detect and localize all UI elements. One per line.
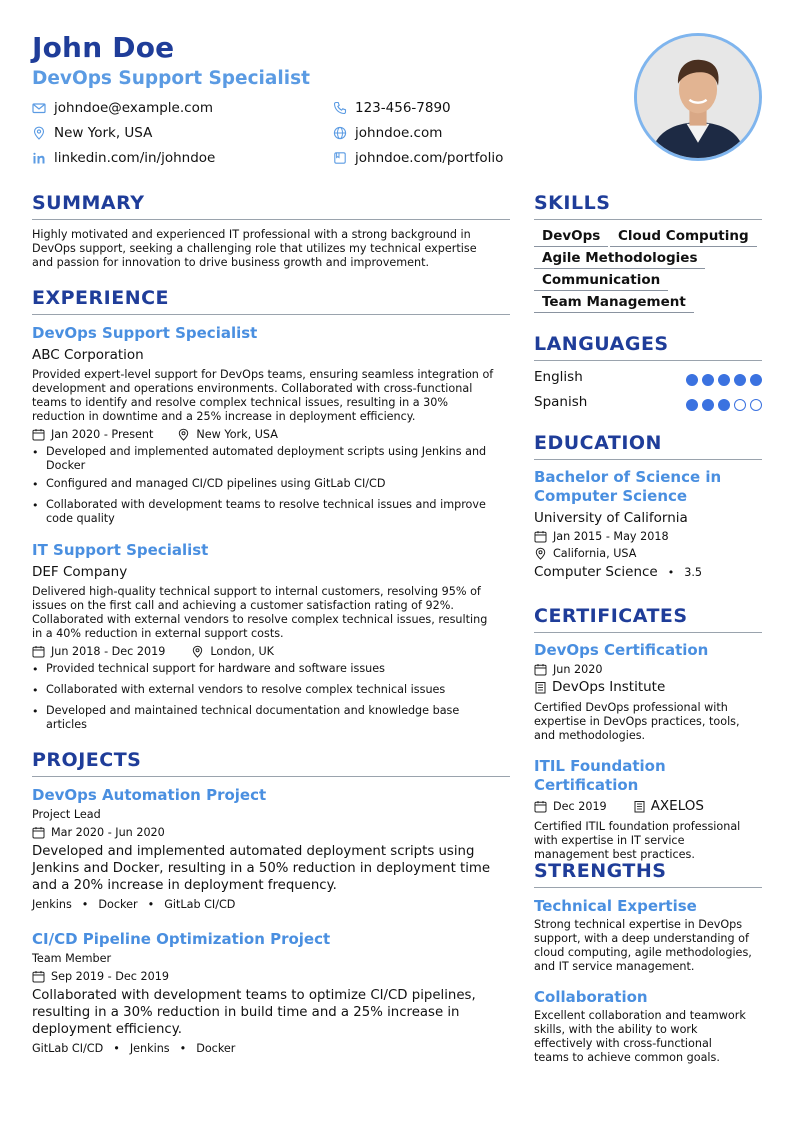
project-role: Project Lead [32, 808, 101, 821]
certificates-divider [534, 632, 762, 633]
language-level-dots [686, 399, 762, 411]
education-heading: EDUCATION [534, 432, 662, 454]
certificate-date-row [534, 663, 764, 676]
calendar-icon [534, 663, 547, 676]
profile-photo [634, 33, 762, 161]
bullet-item: • Collaborated with external vendors to resolve complex technical issues [32, 683, 446, 697]
bullet-item: • Developed and maintained technical documentation and knowledge base articles [32, 704, 460, 731]
project-title: CI/CD Pipeline Optimization Project [32, 930, 331, 948]
skill-tag: Team Management [534, 294, 694, 313]
summary-heading: SUMMARY [32, 192, 145, 214]
calendar-icon [32, 645, 45, 658]
projects-heading: PROJECTS [32, 749, 142, 771]
certificate-meta-row [534, 798, 766, 814]
summary-line: DevOps support, seeking a challenging role that utilizes my technical expertise [32, 242, 477, 255]
level-dot [686, 374, 698, 386]
education-location: California, USA [553, 547, 637, 560]
certificate-issuer-row [534, 679, 764, 695]
project-tools: Jenkins • Docker • GitLab CI/CD [32, 898, 236, 911]
level-dot [702, 374, 714, 386]
experience-divider [32, 314, 510, 315]
project-tools: GitLab CI/CD • Jenkins • Docker [32, 1042, 236, 1055]
tool-tag: Docker [196, 1042, 236, 1055]
bullet-item: • Provided technical support for hardware and software issues [32, 662, 385, 676]
building-icon [534, 681, 547, 694]
project-meta [32, 970, 512, 983]
project-entry [32, 930, 512, 1056]
location-pin-icon [32, 126, 46, 140]
strength-description: Excellent collaboration and teamwork skills, with the ability to work effectively with cross-functional teams to achieve common goals. [534, 1009, 746, 1064]
language-name: English [534, 369, 583, 385]
calendar-icon [32, 428, 45, 441]
job-meta [32, 428, 512, 441]
strength-description: Strong technical expertise in DevOps support, with a deep understanding of cloud computing, agile methodologies, and IT service management. [534, 918, 752, 973]
tool-tag: Docker [98, 898, 138, 911]
certificate-issuer: DevOps Institute [552, 679, 666, 695]
project-title: DevOps Automation Project [32, 786, 267, 804]
tool-tag: GitLab CI/CD [164, 898, 236, 911]
skill-tag: Cloud Computing [610, 228, 757, 247]
calendar-icon [534, 800, 547, 813]
calendar-icon [32, 970, 45, 983]
linkedin-icon [32, 151, 46, 165]
certificate-date: Dec 2019 [553, 799, 607, 813]
candidate-name: John Doe [32, 31, 175, 64]
job-title: IT Support Specialist [32, 541, 209, 559]
location-pin-icon [534, 547, 547, 560]
desc-line: development and operations environments. Collaborated with cross-functional [32, 382, 473, 395]
experience-entry [32, 541, 512, 732]
portfolio-text: johndoe.com/portfolio [355, 150, 504, 166]
desc-line: in a 40% reduction in external support costs. [32, 627, 284, 640]
level-dot [734, 399, 746, 411]
certificate-entry [534, 641, 764, 743]
level-dot [750, 374, 762, 386]
contact-email[interactable] [32, 100, 213, 116]
education-location-row [534, 547, 762, 560]
summary-line: Highly motivated and experienced IT professional with a strong background in [32, 228, 471, 241]
desc-line: Provided expert-level support for DevOps teams, ensuring seamless integration of [32, 368, 494, 381]
language-level-dots [686, 374, 762, 386]
education-field-row: Computer Science • 3.5 [534, 564, 703, 580]
location-pin-icon [177, 428, 190, 441]
bullet-item: • Developed and implemented automated deployment scripts using Jenkins and Docker [32, 445, 487, 472]
strength-title: Collaboration [534, 988, 648, 1006]
job-title: DevOps Support Specialist [32, 324, 258, 342]
desc-line: Delivered high-quality technical support to internal customers, resolving 95% of [32, 585, 481, 598]
field-of-study: Computer Science [534, 564, 658, 580]
job-dates: Jun 2018 - Dec 2019 [51, 645, 166, 658]
contact-linkedin[interactable] [32, 150, 215, 166]
experience-entry [32, 324, 512, 526]
desc-line: resulting in a 30% reduction in build time and a 25% increase in [32, 1005, 460, 1020]
bullet-item: • Collaborated with development teams to resolve technical issues and improve code quality [32, 498, 486, 525]
strength-entry [534, 897, 764, 974]
tool-tag: Jenkins [129, 1042, 170, 1055]
skill-tag: DevOps [534, 228, 608, 247]
location-text: New York, USA [54, 125, 153, 141]
education-dates-row [534, 530, 762, 543]
contact-website[interactable] [333, 125, 442, 141]
level-dot [702, 399, 714, 411]
school-name: University of California [534, 510, 688, 526]
phone-icon [333, 101, 347, 115]
email-icon [32, 101, 46, 115]
contact-portfolio[interactable] [333, 150, 503, 166]
skill-tag: Communication [534, 272, 668, 291]
experience-heading: EXPERIENCE [32, 287, 170, 309]
desc-line: Developed and implemented automated deployment scripts using [32, 844, 475, 859]
job-location: New York, USA [196, 428, 278, 441]
job-dates: Jan 2020 - Present [51, 428, 154, 441]
bullet-item: • Configured and managed CI/CD pipelines using GitLab CI/CD [32, 477, 386, 491]
level-dot [686, 399, 698, 411]
email-text: johndoe@example.com [54, 100, 213, 116]
projects-divider [32, 776, 510, 777]
project-description [32, 843, 512, 894]
level-dot [718, 374, 730, 386]
certificate-issuer: AXELOS [650, 798, 704, 814]
calendar-icon [534, 530, 547, 543]
desc-line: and a 20% increase in deployment frequency. [32, 878, 337, 893]
education-entry [534, 468, 762, 580]
desc-line: deployment efficiency. [32, 1022, 182, 1037]
job-description [32, 585, 512, 641]
desc-line: Collaborated with external vendors to resolve complex technical issues, resulting [32, 613, 488, 626]
contact-location [32, 125, 152, 141]
strengths-heading: STRENGTHS [534, 860, 667, 882]
company-name: DEF Company [32, 564, 128, 580]
education-dates: Jan 2015 - May 2018 [553, 530, 669, 543]
desc-line: teams to identify and resolve complex technical issues, resulting in a 30% [32, 396, 449, 409]
summary-divider [32, 219, 510, 220]
linkedin-text: linkedin.com/in/johndoe [54, 150, 216, 166]
job-meta [32, 645, 512, 658]
project-dates: Mar 2020 - Jun 2020 [51, 826, 165, 839]
job-bullets [32, 662, 512, 732]
strength-entry [534, 988, 764, 1065]
certificate-title: DevOps Certification [534, 641, 709, 659]
calendar-icon [32, 826, 45, 839]
portfolio-icon [333, 151, 347, 165]
job-description [32, 368, 512, 424]
skills-divider [534, 219, 762, 220]
project-role: Team Member [32, 952, 112, 965]
project-meta [32, 826, 512, 839]
level-dot [718, 399, 730, 411]
contact-phone[interactable] [333, 100, 451, 116]
desc-line: issues on the first call and achieving a customer satisfaction rating of 92%. [32, 599, 454, 612]
location-pin-icon [191, 645, 204, 658]
level-dot [750, 399, 762, 411]
project-dates: Sep 2019 - Dec 2019 [51, 970, 169, 983]
strength-title: Technical Expertise [534, 897, 697, 915]
globe-icon [333, 126, 347, 140]
certificate-description: Certified DevOps professional with expertise in DevOps practices, tools, and methodologies. [534, 701, 740, 742]
language-name: Spanish [534, 394, 588, 410]
candidate-title: DevOps Support Specialist [32, 68, 310, 89]
website-text: johndoe.com [355, 125, 443, 141]
languages-divider [534, 360, 762, 361]
summary-line: and passion for innovation to drive business growth and improvement. [32, 256, 430, 269]
tool-tag: GitLab CI/CD [32, 1042, 104, 1055]
skill-tag: Agile Methodologies [534, 250, 705, 269]
education-divider [534, 459, 762, 460]
job-location: London, UK [210, 645, 274, 658]
desc-line: reduction in downtime and a 25% increase in deployment efficiency. [32, 410, 416, 423]
summary-text [32, 228, 512, 270]
building-icon [633, 800, 646, 813]
certificates-heading: CERTIFICATES [534, 605, 688, 627]
certificate-entry [534, 757, 766, 862]
desc-line: Jenkins and Docker, resulting in a 50% reduction in deployment time [32, 861, 491, 876]
project-entry [32, 786, 512, 912]
certificate-title: ITIL Foundation Certification [534, 757, 666, 794]
phone-text: 123-456-7890 [355, 100, 451, 116]
languages-heading: LANGUAGES [534, 333, 669, 355]
desc-line: Collaborated with development teams to optimize CI/CD pipelines, [32, 988, 476, 1003]
project-description [32, 987, 512, 1038]
degree-title: Bachelor of Science in Computer Science [534, 468, 722, 505]
skills-heading: SKILLS [534, 192, 611, 214]
company-name: ABC Corporation [32, 347, 144, 363]
level-dot [734, 374, 746, 386]
strengths-divider [534, 887, 762, 888]
certificate-description: Certified ITIL foundation professional with expertise in IT service management best practices. [534, 820, 741, 861]
job-bullets [32, 445, 512, 526]
tool-tag: Jenkins [32, 898, 72, 911]
certificate-date: Jun 2020 [553, 663, 603, 676]
gpa-value: 3.5 [684, 565, 703, 579]
